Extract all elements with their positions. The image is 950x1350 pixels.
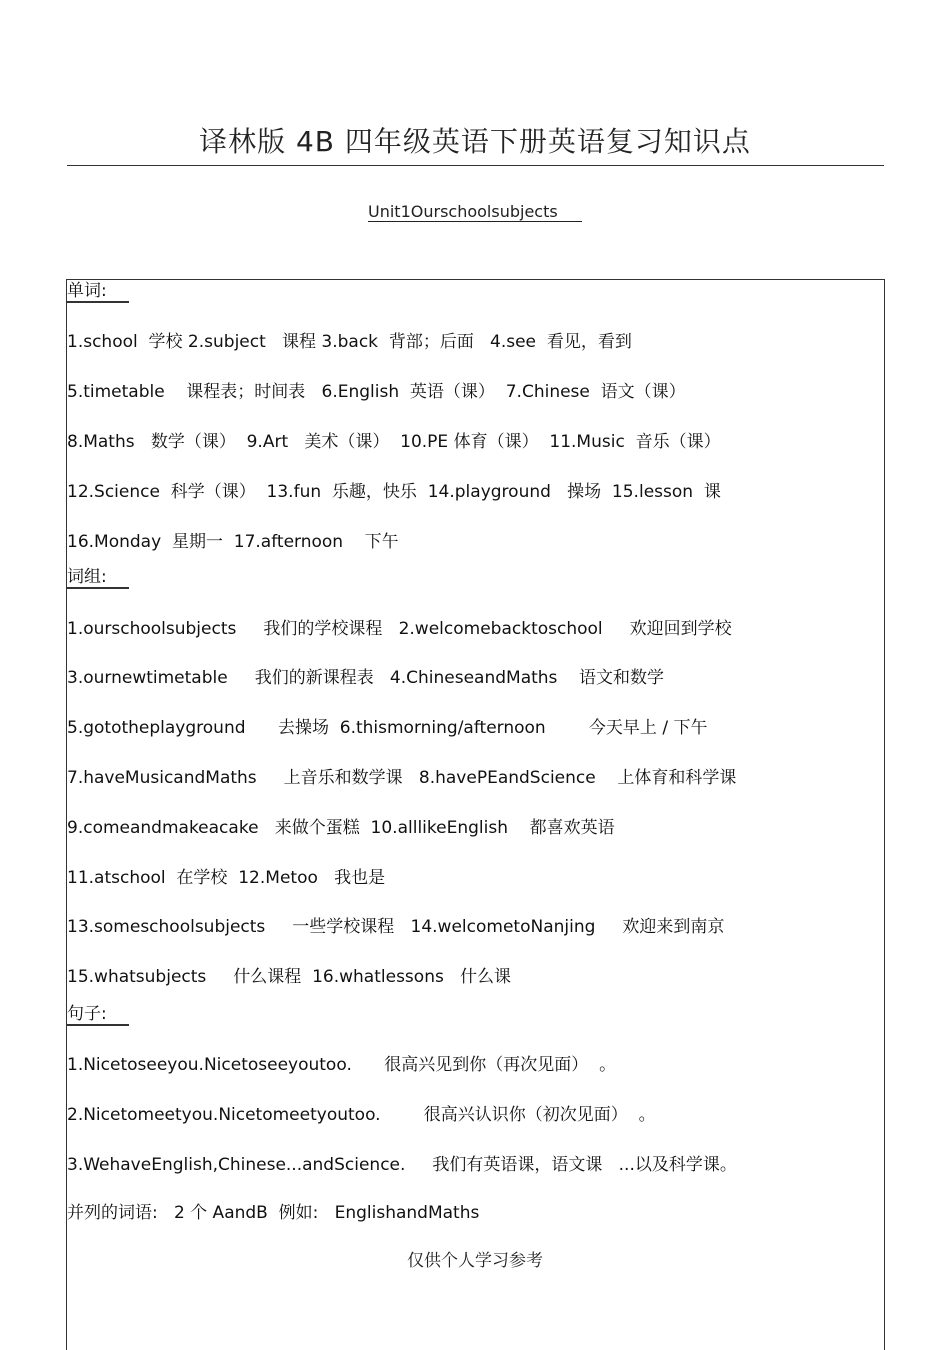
sentences-heading: 句子:	[67, 1004, 129, 1026]
document-title: 译林版 4B 四年级英语下册英语复习知识点	[199, 125, 751, 158]
phrases-line-2: 3.ournewtimetable 我们的新课程表 4.ChineseandMaths 语文和数学	[67, 668, 665, 688]
unit-title: Unit1Ourschoolsubjects	[368, 203, 582, 222]
phrases-line-1: 1.ourschoolsubjects 我们的学校课程 2.welcomebacktoschool 欢迎回到学校	[67, 619, 732, 639]
sentences-line-2: 2.Nicetomeetyou.Nicetomeetyoutoo. 很高兴认识你（初次见面） 。	[67, 1105, 656, 1125]
words-line-4: 12.Science 科学（课） 13.fun 乐趣，快乐 14.playground 操场 15.lesson 课	[67, 482, 721, 502]
phrases-line-7: 13.someschoolsubjects 一些学校课程 14.welcometoNanjing 欢迎来到南京	[67, 917, 725, 937]
sentences-line-4: 并列的词语: 2 个 AandB 例如: EnglishandMaths	[67, 1203, 480, 1223]
words-heading: 单词:	[67, 281, 129, 303]
phrases-line-8: 15.whatsubjects 什么课程 16.whatlessons 什么课	[67, 967, 512, 987]
phrases-heading: 词组:	[67, 567, 129, 589]
words-line-5: 16.Monday 星期一 17.afternoon 下午	[67, 532, 399, 552]
phrases-line-5: 9.comeandmakeacake 来做个蛋糕 10.alllikeEnglish 都喜欢英语	[67, 818, 615, 838]
phrases-line-4: 7.haveMusicandMaths 上音乐和数学课 8.havePEandScience 上体育和科学课	[67, 768, 737, 788]
phrases-line-6: 11.atschool 在学校 12.Metoo 我也是	[67, 868, 386, 888]
sentences-line-1: 1.Nicetoseeyou.Nicetoseeyoutoo. 很高兴见到你（再次见面） 。	[67, 1055, 617, 1075]
title-divider	[67, 165, 884, 166]
words-line-3: 8.Maths 数学（课） 9.Art 美术（课） 10.PE 体育（课） 11.Music 音乐（课）	[67, 432, 721, 452]
sentences-line-3: 3.WehaveEnglish,Chinese...andScience. 我们有英语课，语文课 ...以及科学课。	[67, 1155, 737, 1175]
page-footer: 仅供个人学习参考	[407, 1251, 543, 1271]
words-line-2: 5.timetable 课程表；时间表 6.English 英语（课） 7.Chinese 语文（课）	[67, 382, 686, 402]
words-line-1: 1.school 学校 2.subject 课程 3.back 背部；后面 4.see 看见，看到	[67, 332, 632, 352]
phrases-line-3: 5.gototheplayground 去操场 6.thismorning/afternoon 今天早上 / 下午	[67, 718, 708, 738]
